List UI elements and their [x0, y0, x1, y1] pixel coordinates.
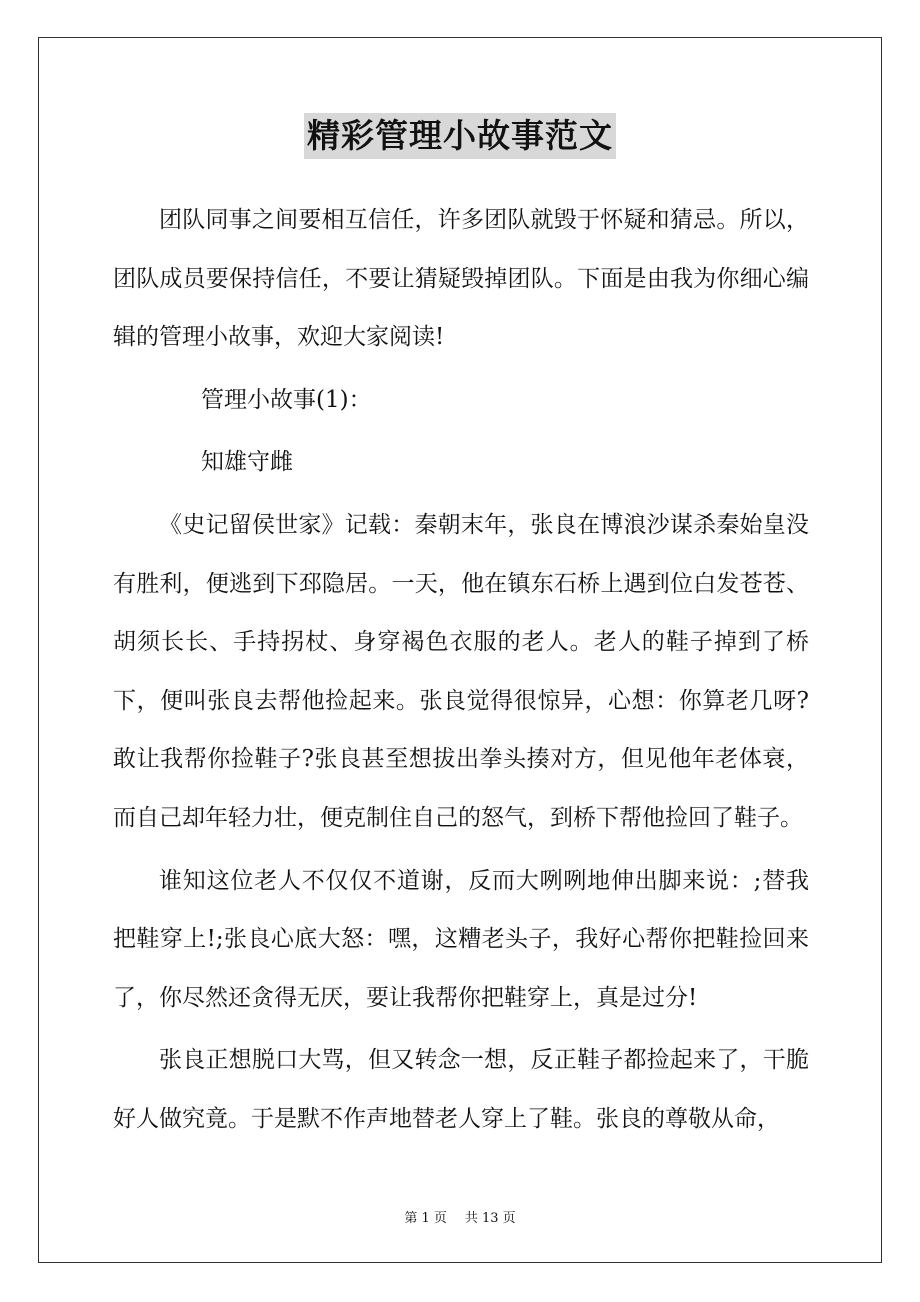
story-paragraph: 谁知这位老人不仅仅不道谢，反而大咧咧地伸出脚来说：;替我把鞋穿上!;张良心底大怒：嘿，这糟老头子，我好心帮你把鞋捡回来了，你尽然还贪得无厌，要让我帮你把鞋穿上，真是过分!	[113, 867, 809, 1011]
story-paragraph: 张良正想脱口大骂，但又转念一想，反正鞋子都捡起来了，干脆好人做究竟。于是默不作声地替老人穿上了鞋。张良的尊敬从命，	[113, 1047, 809, 1132]
story-paragraph: 《史记留侯世家》记载：秦朝末年，张良在博浪沙谋杀秦始皇没有胜利，便逃到下邳隐居。一天，他在镇东石桥上遇到位白发苍苍、胡须长长、手持拐杖、身穿褐色衣服的老人。老人的鞋子掉到了桥下，便叫张良去帮他捡起来。张良觉得很惊异，心想：你算老几呀?敢让我帮你捡鞋子?张良甚至想拔出拳头揍对方，但见他年老体衰，而自己却年轻力壮，便克制住自己的怒气，到桥下帮他捡回了鞋子。	[113, 511, 809, 831]
document-title-text: 精彩管理小故事范文	[304, 113, 616, 159]
story-title: 知雄守雌	[201, 449, 293, 476]
page-number: 第 1 页	[404, 1211, 447, 1226]
page-total: 共 13 页	[464, 1211, 516, 1226]
story-heading: 管理小故事(1)：	[201, 386, 372, 413]
document-title	[0, 113, 920, 159]
page-footer	[0, 1207, 920, 1226]
document-body	[113, 191, 809, 1153]
intro-paragraph: 团队同事之间要相互信任，许多团队就毁于怀疑和猜忌。所以，团队成员要保持信任，不要让猜疑毁掉团队。下面是由我为你细心编辑的管理小故事，欢迎大家阅读!	[113, 207, 809, 351]
